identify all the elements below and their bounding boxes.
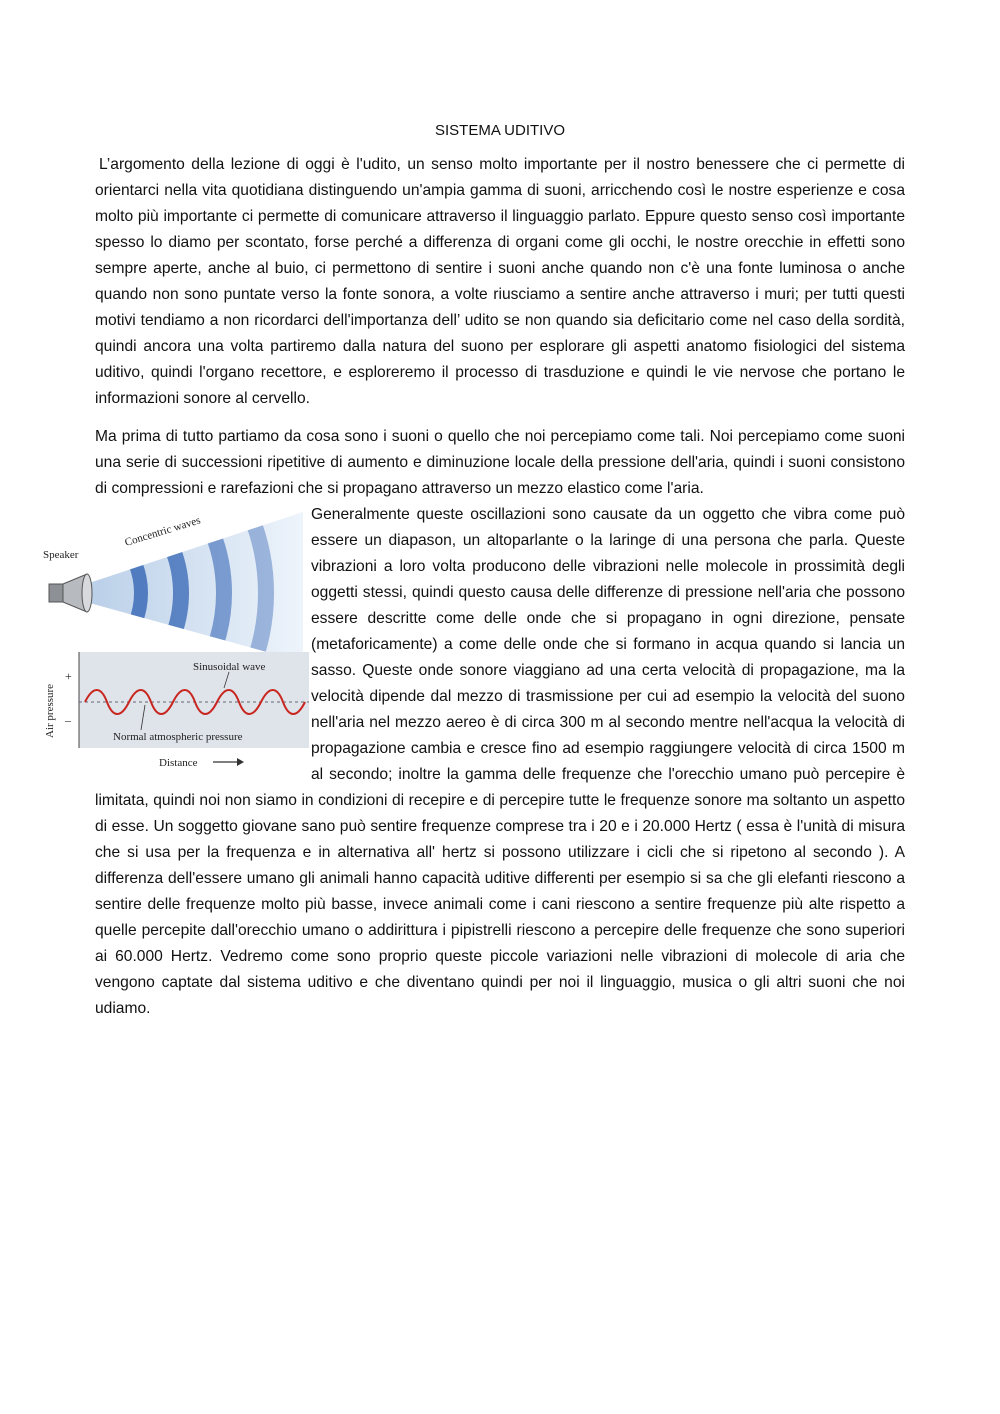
sound-wave-illustration: [41, 502, 311, 774]
document-page: [43, 118, 905, 1034]
pressure-wave-panel: [44, 652, 309, 769]
speaker-icon: [49, 574, 92, 612]
concentric-waves-label: Concentric waves: [123, 514, 202, 549]
arrow-right-icon: [213, 758, 244, 766]
plus-sign: +: [65, 669, 72, 683]
paragraph-sound-nature: Ma prima di tutto partiamo da cosa sono i suoni o quello che noi percepiamo come tali. Noi percepiamo come suoni una serie di successioni ripetitive di aumento e diminuzione locale della pressione dell'aria, quindi i suoni consistono di compressioni e rarefazioni che si propagano attraverso un mezzo elastico come l'aria.: [95, 428, 905, 497]
x-axis-label: Distance: [159, 757, 198, 769]
sound-wave-figure: [41, 502, 311, 774]
atmospheric-pressure-label: Normal atmospheric pressure: [113, 731, 243, 743]
paragraph-oscillations: Generalmente queste oscillazioni sono causate da un oggetto che vibra come può essere un diapason, un altoparlante o la laringe di una persona che parla. Queste vibrazioni a loro volta producono delle vibrazioni nelle molecole in prossimità degli oggetti stessi, quindi questo causa delle differenze di pressione nell'aria che possono essere descritte come delle onde che si propagano in ogni direzione, pensate (metaforicamente) a come delle onde che si formano in acqua quando si lancia un sasso. Queste onde sonore viaggiano ad una certa velocità di propagazione, ma la velocità dipende dal mezzo di trasmissione per cui ad esempio la velocità del suono nell'aria nel mezzo aereo è di circa 300 m al secondo mentre nell'acqua la velocità di propagazione cambia e cresce fino ad esempio raggiungere velocità di circa 1500 m al secondo; inoltre la gamma delle frequenze che l'orecchio umano può percepire è limitata, quindi noi non siamo in condizioni di recepire e di percepire tutte le frequenze sonore ma soltanto un aspetto di esse. Un soggetto giovane sano può sentire frequenze comprese tra i 20 e i 20.000 Hertz ( essa è l'unità di misura che si usa per la frequenza e in alternativa all' hertz si possono utilizzare i cicli che si ripetono al secondo ). A differenza dell'essere umano gli animali hanno capacità uditive differenti per esempio si sa che gli elefanti riescono a sentire delle frequenze molto più basse, invece animali come i cani riescono a sentire frequenze più alte rispetto a quelle percepite dall'orecchio umano o addirittura i pipistrelli riescono a percepire delle frequenze che sono superiori ai 60.000 Hertz. Vedremo come sono proprio queste piccole variazioni nelle vibrazioni di molecole di aria che vengono captate dal sistema uditivo e che diventano quindi per noi il linguaggio, musica o gli altri suoni che noi udiamo.: [95, 506, 905, 1017]
sinusoidal-wave-label: Sinusoidal wave: [193, 661, 266, 673]
speaker-label: Speaker: [43, 549, 79, 561]
document-title: SISTEMA UDITIVO: [434, 122, 566, 139]
y-axis-label: Air pressure: [44, 683, 56, 738]
minus-sign: –: [65, 713, 71, 727]
paragraph-intro: L’argomento della lezione di oggi è l'udito, un senso molto importante per il nostro benessere che ci permette di orientarci nella vita quotidiana distinguendo un'ampia gamma di suoni, arricchendo così le nostre esperienze e cosa molto più importante ci permette di comunicare attraverso il linguaggio parlato. Eppure questo senso così importante spesso lo diamo per scontato, forse perché a differenza di organi come gli occhi, le nostre orecchie in effetti sono sempre aperte, anche al buio, ci permettono di sentire i suoni anche quando non c'è una fonte luminosa o anche quando non sono puntate verso la fonte sonora, a volte riusciamo a sentire anche attraverso i muri; per tutti questi motivi tendiamo a non ricordarci dell'importanza dell’ udito se non quando sia deficitario come nel caso della sordità, quindi ancora una volta partiremo dalla natura del suono per esplorare gli aspetti anatomo fisiologici del sistema uditivo, quindi l'organo recettore, e esploreremo il processo di trasduzione e quindi le vie nervose che portano le informazioni sonore al cervello.: [95, 156, 905, 407]
